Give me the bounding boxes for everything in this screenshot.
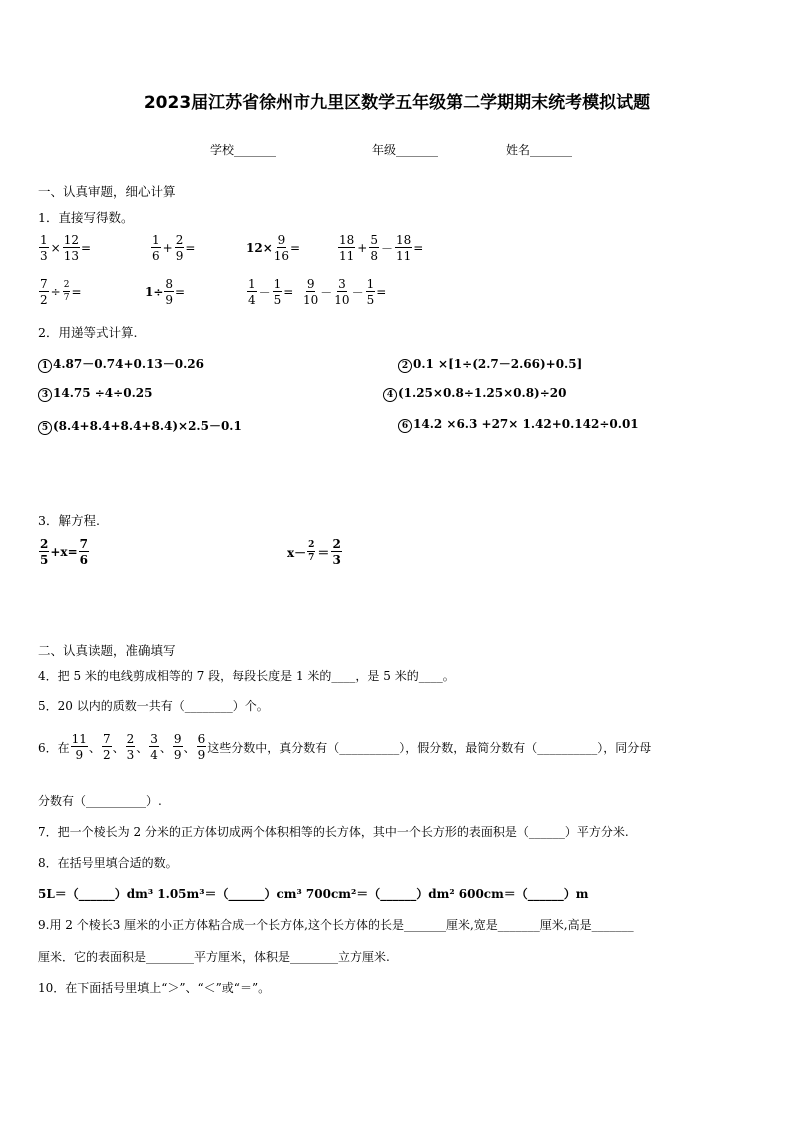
q8-label: 8．在括号里填合适的数。 [38, 856, 178, 870]
section-1-heading: 一、认真审题，细心计算 [38, 184, 176, 199]
q3-equation-2: x－ $\frac{2}{7}$ ＝ $\frac{2}{3}$ [287, 537, 341, 567]
name-field: 姓名_______ [506, 143, 573, 157]
page-title: 2023届江苏省徐州市九里区数学五年级第二学期期末统考模拟试题 [143, 93, 651, 113]
q9-line-2: 厘米．它的表面积是________平方厘米，体积是________立方厘米. [38, 950, 390, 964]
q1-item-d: $\frac{18}{11}$ + $\frac{5}{8}$ － $\frac{18}{11}$ = [339, 233, 424, 263]
q3-equation-1: $\frac{2}{5}$ +x= $\frac{7}{6}$ [40, 537, 88, 567]
q2-item-4: 4 (1.25×0.8÷1.25×0.8)÷20 [383, 386, 566, 402]
q1-item-e: $\frac{7}{2}$ ÷ $\frac{2}{7}$ = [40, 277, 82, 307]
q6-line-2: 分数有（__________）. [38, 794, 162, 808]
q9-line-1: 9.用 2 个棱长3 厘米的小正方体粘合成一个长方体,这个长方体的长是_______厘米,宽是_______厘米,高是_______ [38, 918, 634, 932]
section-2-heading: 二、认真读题，准确填写 [38, 643, 176, 658]
q10-text: 10．在下面括号里填上“＞”、“＜”或“＝”。 [38, 981, 271, 995]
q2-item-5: 5 (8.4+8.4+8.4+8.4)×2.5－0.1 [38, 417, 242, 435]
q2-item-2: 2 0.1 ×[1÷(2.7－2.66)+0.5] [398, 355, 582, 373]
q7-text: 7．把一个棱长为 2 分米的正方体切成两个体积相等的长方体，其中一个长方形的表面积是（______）平方分米. [38, 825, 629, 839]
q1-item-f: 1÷ $\frac{8}{9}$ = [145, 277, 186, 307]
school-field: 学校_______ [210, 143, 277, 157]
q6-line-1: 6．在 $\frac{11}{9}$ 、 $\frac{7}{2}$ 、 $\frac{2}{3}$ 、 $\frac{3}{4}$ 、 $\frac{9}{9}$ 、 $\frac{6}{9}$ 这些分数中，真分数有（__________），假分数，最简分数有（__________），同分母 [38, 732, 652, 762]
q2-item-6: 6 14.2 ×6.3 +27× 1.42+0.142÷0.01 [398, 417, 639, 433]
q1-item-h: $\frac{9}{10}$ － $\frac{3}{10}$ － $\frac{1}{5}$ = [303, 277, 387, 307]
q1-item-c: 12× $\frac{9}{16}$ = [246, 233, 301, 263]
q1-item-b: $\frac{1}{6}$ + $\frac{2}{9}$ = [152, 233, 196, 263]
q2-label: 2．用递等式计算. [38, 325, 138, 340]
q1-label: 1．直接写得数。 [38, 210, 134, 225]
q2-item-1: 1 4.87－0.74+0.13－0.26 [38, 355, 204, 373]
q4-text: 4．把 5 米的电线剪成相等的 7 段，每段长度是 1 米的____，是 5 米的____。 [38, 669, 455, 683]
grade-field: 年级_______ [372, 143, 439, 157]
q3-label: 3．解方程. [38, 513, 100, 528]
q5-text: 5．20 以内的质数一共有（________）个。 [38, 699, 269, 713]
q2-item-3: 3 14.75 ÷4÷0.25 [38, 386, 152, 402]
q8-conversions: 5L＝（______）dm³ 1.05m³＝（______）cm³ 700cm²＝（______）dm² 600cm＝（______）m [38, 887, 589, 901]
q1-item-g: $\frac{1}{4}$ － $\frac{1}{5}$ = [248, 277, 294, 307]
q1-item-a: $\frac{1}{3}$ × $\frac{12}{13}$ = [40, 233, 92, 263]
